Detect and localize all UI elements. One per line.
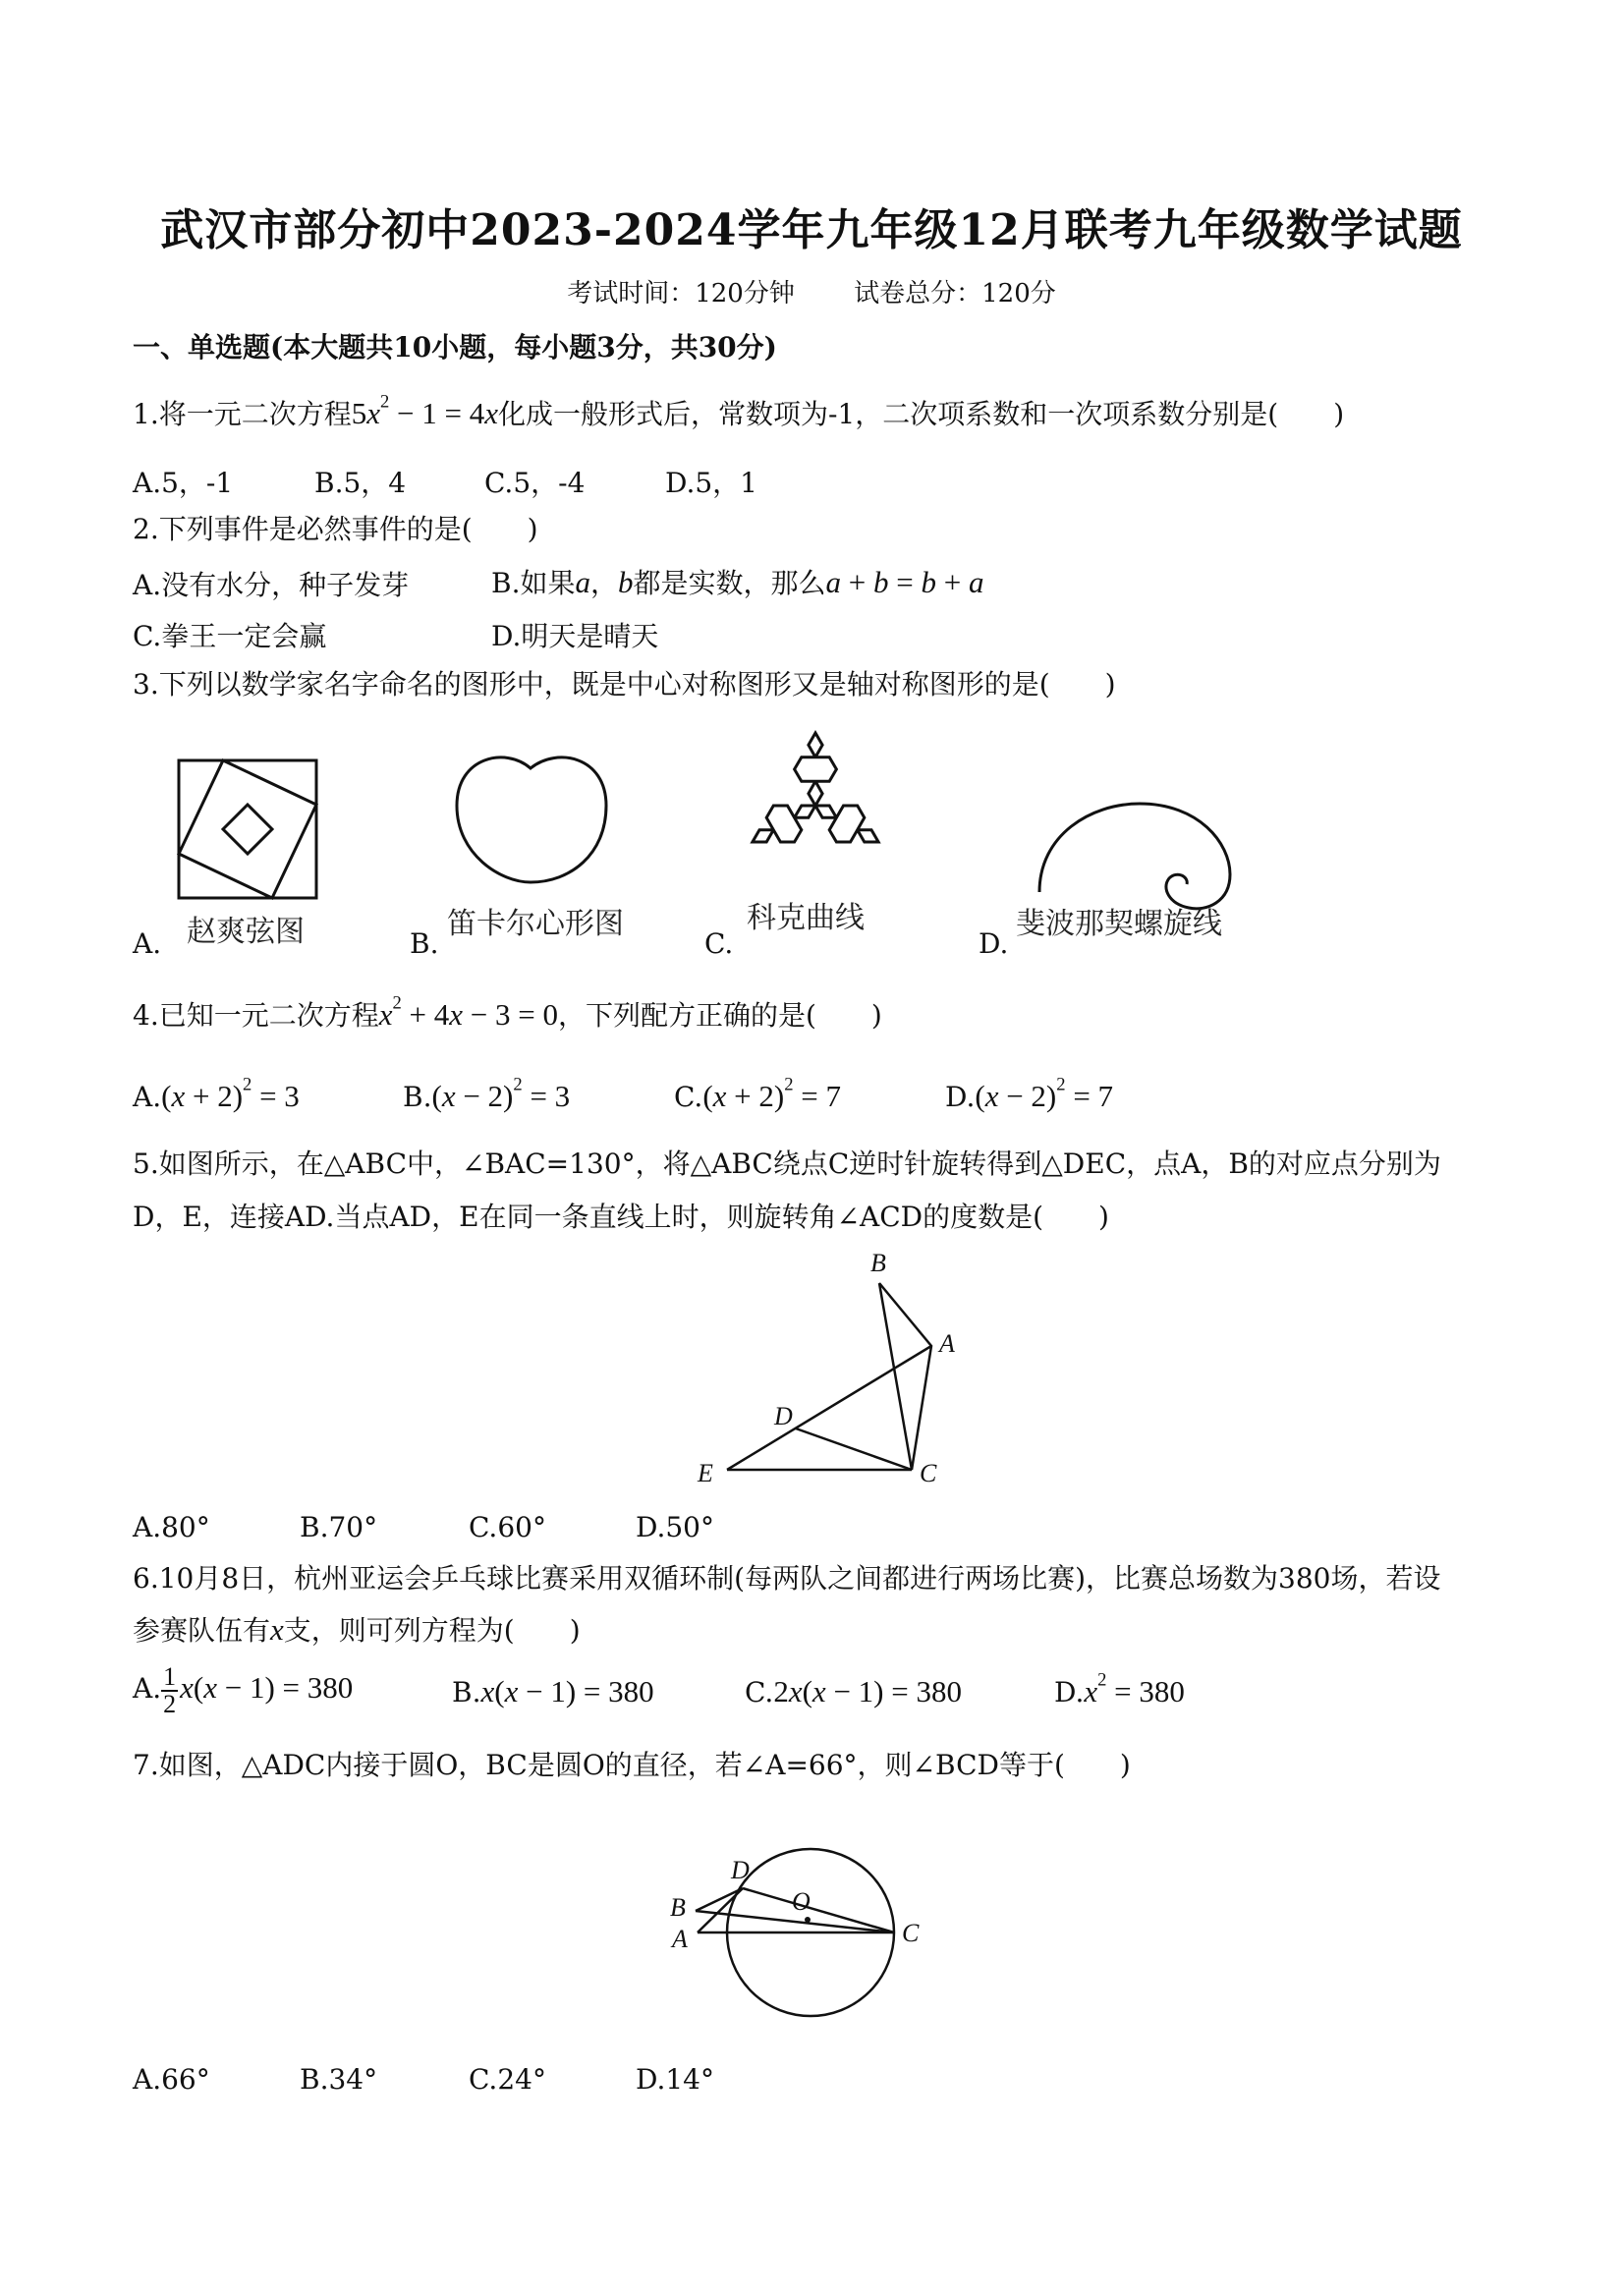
q1-option-a[interactable]: A.5，-1 [133, 467, 234, 499]
q4-option-a[interactable]: $A.(x + 2)^2 = 3$ [133, 1074, 300, 1113]
q1-option-d[interactable]: D.5，1 [665, 467, 757, 499]
q2-option-c[interactable]: C.拳王一定会赢 [133, 620, 327, 652]
q7-option-d[interactable]: D.14° [636, 2063, 714, 2096]
question-6-line-2: 参赛队伍有x支，则可列方程为( ) [133, 1612, 581, 1647]
total-score: 试卷总分：120分 [854, 279, 1056, 308]
point-O-label: O [792, 1887, 811, 1916]
page-title: 武汉市部分初中2023-2024学年九年级12月联考九年级数学试题 [160, 205, 1463, 255]
q7-option-a[interactable]: A.66° [133, 2063, 210, 2096]
question-4-stem: 4.已知一元二次方程$x^2 + 4x - 3 = 0$，下列配方正确的是( ) [133, 992, 882, 1032]
koch-snowflake-shape [753, 733, 878, 842]
point-A-circle: A [672, 1925, 688, 1953]
q6-option-c[interactable]: C.2x(x − 1) = 380 [745, 1674, 962, 1708]
exam-info [0, 273, 1623, 309]
q4-option-d[interactable]: $D.(x - 2)^2 = 7$ [945, 1074, 1114, 1113]
q1-equation: $5x^2 - 1 = 4x$ [351, 391, 499, 430]
q4-option-c[interactable]: $C.(x + 2)^2 = 7$ [674, 1074, 842, 1113]
question-7-stem: 7.如图，△ADC内接于圆O，BC是圆O的直径，若∠A=66°，则∠BCD等于( ) [133, 1749, 1131, 1781]
q5-option-c[interactable]: C.60° [469, 1511, 546, 1543]
exam-time: 考试时间：120分钟 [567, 279, 795, 308]
koch-curve-figure [735, 725, 902, 935]
center-point-O [805, 1917, 811, 1923]
q4-option-b[interactable]: $B.(x - 2)^2 = 3$ [403, 1074, 571, 1113]
q7-option-b[interactable]: B.34° [300, 2063, 378, 2096]
q7-option-c[interactable]: C.24° [469, 2063, 546, 2096]
cardioid-figure [437, 747, 653, 943]
fibonacci-spiral-figure [1012, 786, 1248, 953]
inscribed-circle-figure [658, 1788, 973, 2044]
q6-option-b[interactable]: B.x(x − 1) = 380 [452, 1674, 654, 1708]
caption-zhao-shuang: 赵爽弦图 [187, 915, 305, 949]
caption-koch: 科克曲线 [747, 901, 865, 935]
question-2-stem: 2.下列事件是必然事件的是( ) [133, 513, 538, 545]
q2-option-a[interactable]: A.没有水分，种子发芽 [133, 569, 410, 601]
q2-option-b[interactable]: B.如果a，b都是实数，那么a + b = b + a [491, 565, 984, 599]
point-D-circle: D [731, 1856, 750, 1884]
question-5-line-1: 5.如图所示，在△ABC中，∠BAC=130°，将△ABC绕点C逆时针旋转得到△DEC，点A，B的对应点分别为 [133, 1148, 1441, 1180]
rotation-triangle-figure [688, 1248, 963, 1493]
q3-option-b-letter[interactable]: B. [410, 927, 439, 960]
point-C-circle: C [902, 1919, 920, 1947]
question-3-stem: 3.下列以数学家名字命名的图形中，既是中心对称图形又是轴对称图形的是( ) [133, 668, 1116, 700]
question-6-line-1: 6.10月8日，杭州亚运会乒乓球比赛采用双循环制(每两队之间都进行两场比赛)，比赛总场数为380场，若设 [133, 1562, 1441, 1595]
q5-option-a[interactable]: A.80° [133, 1511, 210, 1543]
section-heading: 一、单选题(本大题共10小题，每小题3分，共30分) [133, 331, 777, 364]
q6-option-d[interactable]: $D.x^2 = 380$ [1054, 1669, 1185, 1708]
point-E: E [698, 1459, 713, 1487]
point-B-circle: B [670, 1893, 686, 1922]
q1-option-c[interactable]: C.5，-4 [484, 467, 586, 499]
q3-option-c-letter[interactable]: C. [704, 927, 734, 960]
point-B: B [870, 1249, 886, 1277]
point-D: D [774, 1402, 793, 1430]
q3-option-a-letter[interactable]: A. [133, 927, 162, 960]
zhao-shuang-figure [167, 756, 324, 953]
q1-suffix: 化成一般形式后，常数项为-1，二次项系数和一次项系数分别是( ) [498, 398, 1345, 430]
q1-prefix: 1.将一元二次方程 [133, 398, 352, 430]
caption-fibonacci: 斐波那契螺旋线 [1016, 907, 1222, 941]
question-1-stem [133, 391, 1345, 431]
q5-option-d[interactable]: D.50° [636, 1511, 714, 1543]
point-A: A [939, 1329, 955, 1358]
q2-option-d[interactable]: D.明天是晴天 [491, 620, 659, 652]
q3-option-d-letter[interactable]: D. [979, 927, 1009, 960]
q2-equation: a + b = b + a [825, 565, 984, 599]
point-C: C [920, 1459, 937, 1487]
q6-option-a[interactable]: A. $\frac{1}{2}$ x(x − 1) = 380 [133, 1662, 354, 1718]
question-5-line-2: D，E，连接AD.当点AD，E在同一条直线上时，则旋转角∠ACD的度数是( ) [133, 1201, 1109, 1233]
q4-equation: $x^2 + 4x - 3 = 0$ [378, 992, 558, 1032]
q1-option-b[interactable]: B.5，4 [314, 467, 407, 499]
q5-option-b[interactable]: B.70° [300, 1511, 378, 1543]
caption-cardioid: 笛卡尔心形图 [447, 907, 624, 941]
